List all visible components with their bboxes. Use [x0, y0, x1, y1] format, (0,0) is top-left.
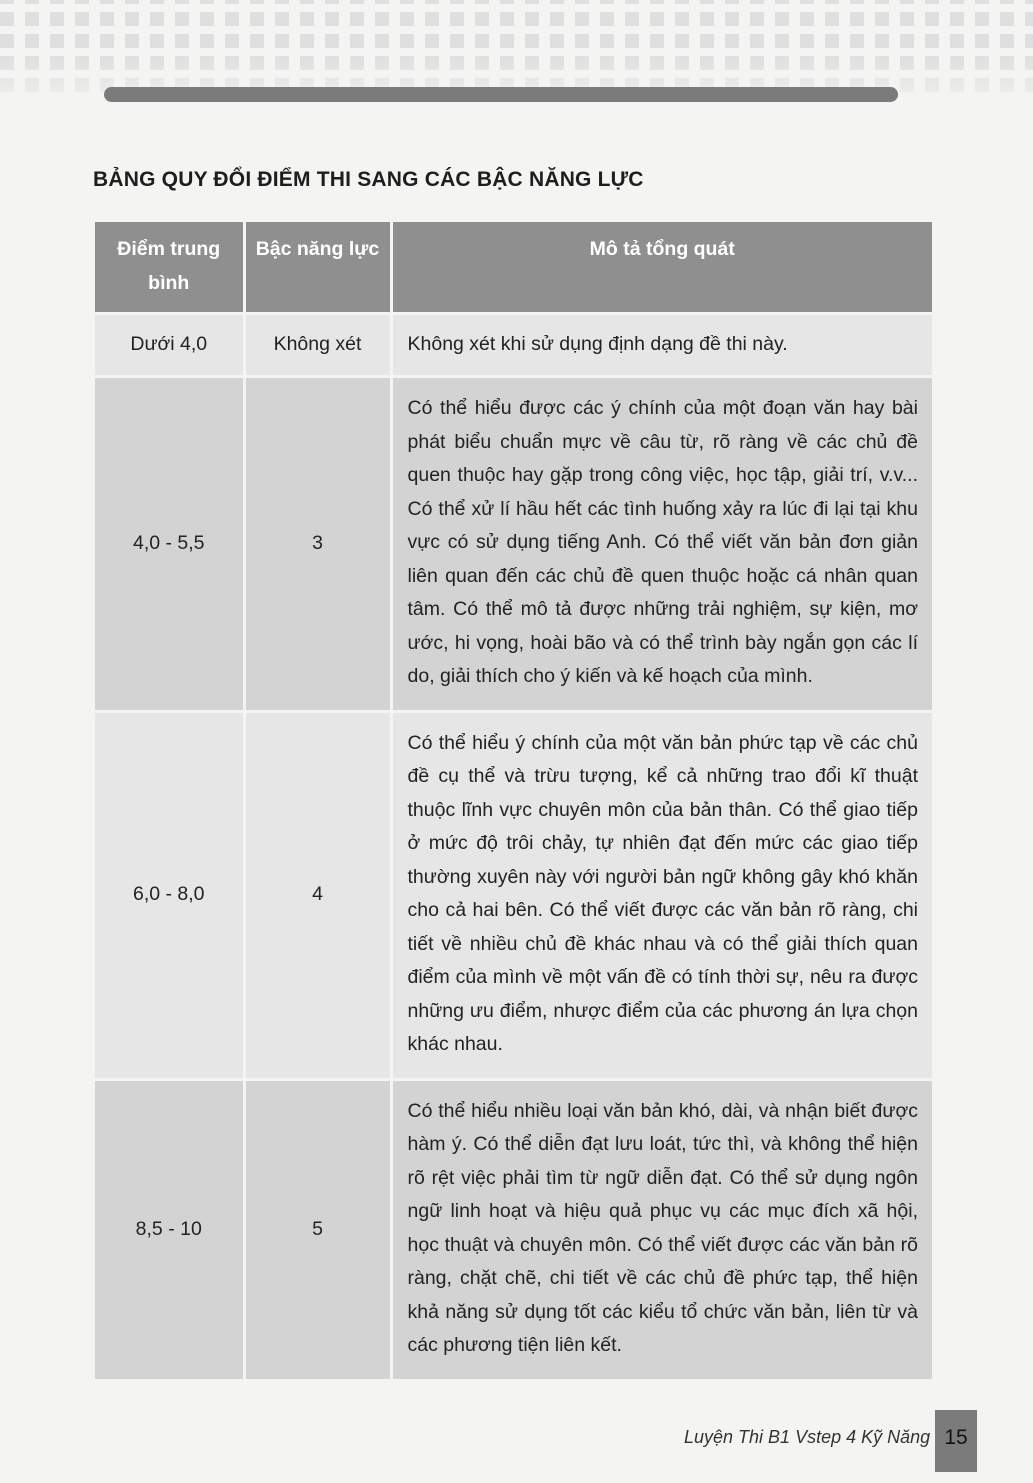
column-header-description: Mô tả tổng quát [391, 222, 932, 314]
score-cell: 6,0 - 8,0 [95, 711, 244, 1079]
table-row [95, 377, 932, 712]
table-row [95, 1079, 932, 1380]
page-number: 15 [944, 1426, 968, 1449]
score-cell: Dưới 4,0 [95, 314, 244, 377]
table-row [95, 314, 932, 377]
decorative-header-bar [104, 87, 898, 102]
description-cell: Có thể hiểu được các ý chính của một đoạn văn hay bài phát biểu chuẩn mực về câu từ, rõ ràng về các chủ đề quen thuộc hay gặp trong công việc, học tập, giải trí, v.v... Có thể xử lí hầu hết các tình huống xảy ra lúc đi lại tại khu vực có sử dụng tiếng Anh. Có thể viết văn bản đơn giản liên quan đến các chủ đề quen thuộc hoặc cá nhân quan tâm. Có thể mô tả được những trải nghiệm, sự kiện, mơ ước, hi vọng, hoài bão và có thể trình bày ngắn gọn các lí do, giải thích cho ý kiến và kế hoạch của mình. [391, 377, 932, 712]
table-header-row [95, 222, 932, 314]
decorative-band-fade [0, 0, 1033, 92]
level-cell: 4 [244, 711, 391, 1079]
score-cell: 8,5 - 10 [95, 1079, 244, 1380]
description-cell: Có thể hiểu nhiều loại văn bản khó, dài, và nhận biết được hàm ý. Có thể diễn đạt lưu loát, tức thì, và không thể hiện rõ rệt việc phải tìm từ ngữ diễn đạt. Có thể sử dụng ngôn ngữ linh hoạt và hiệu quả phục vụ các mục đích xã hội, học thuật và chuyên môn. Có thể viết được các văn bản rõ ràng, chặt chẽ, chi tiết về các chủ đề phức tạp, thể hiện khả năng sử dụng tốt các kiểu tổ chức văn bản, liên từ và các phương tiện liên kết. [391, 1079, 932, 1380]
score-conversion-table [95, 222, 932, 1382]
footer-book-title: Luyện Thi B1 Vstep 4 Kỹ Năng [684, 1427, 931, 1447]
level-cell: 3 [244, 377, 391, 712]
score-cell: 4,0 - 5,5 [95, 377, 244, 712]
description-cell: Không xét khi sử dụng định dạng đề thi này. [391, 314, 932, 377]
level-cell: 5 [244, 1079, 391, 1380]
level-cell: Không xét [244, 314, 391, 377]
page-number-tab [935, 1410, 977, 1472]
table-row [95, 711, 932, 1079]
description-cell: Có thể hiểu ý chính của một văn bản phức tạp về các chủ đề cụ thể và trừu tượng, kể cả những trao đổi kĩ thuật thuộc lĩnh vực chuyên môn của bản thân. Có thể giao tiếp ở mức độ trôi chảy, tự nhiên đạt đến mức các giao tiếp thường xuyên này với người bản ngữ không gây khó khăn cho cả hai bên. Có thể viết được các văn bản rõ ràng, chi tiết về nhiều chủ đề khác nhau và có thể giải thích quan điểm của mình về một vấn đề có tính thời sự, nêu ra được những ưu điểm, nhược điểm của các phương án lựa chọn khác nhau. [391, 711, 932, 1079]
column-header-level: Bậc năng lực [244, 222, 391, 314]
column-header-score: Điểm trung bình [95, 222, 244, 314]
page-title: BẢNG QUY ĐỔI ĐIỂM THI SANG CÁC BẬC NĂNG LỰC [93, 168, 644, 191]
